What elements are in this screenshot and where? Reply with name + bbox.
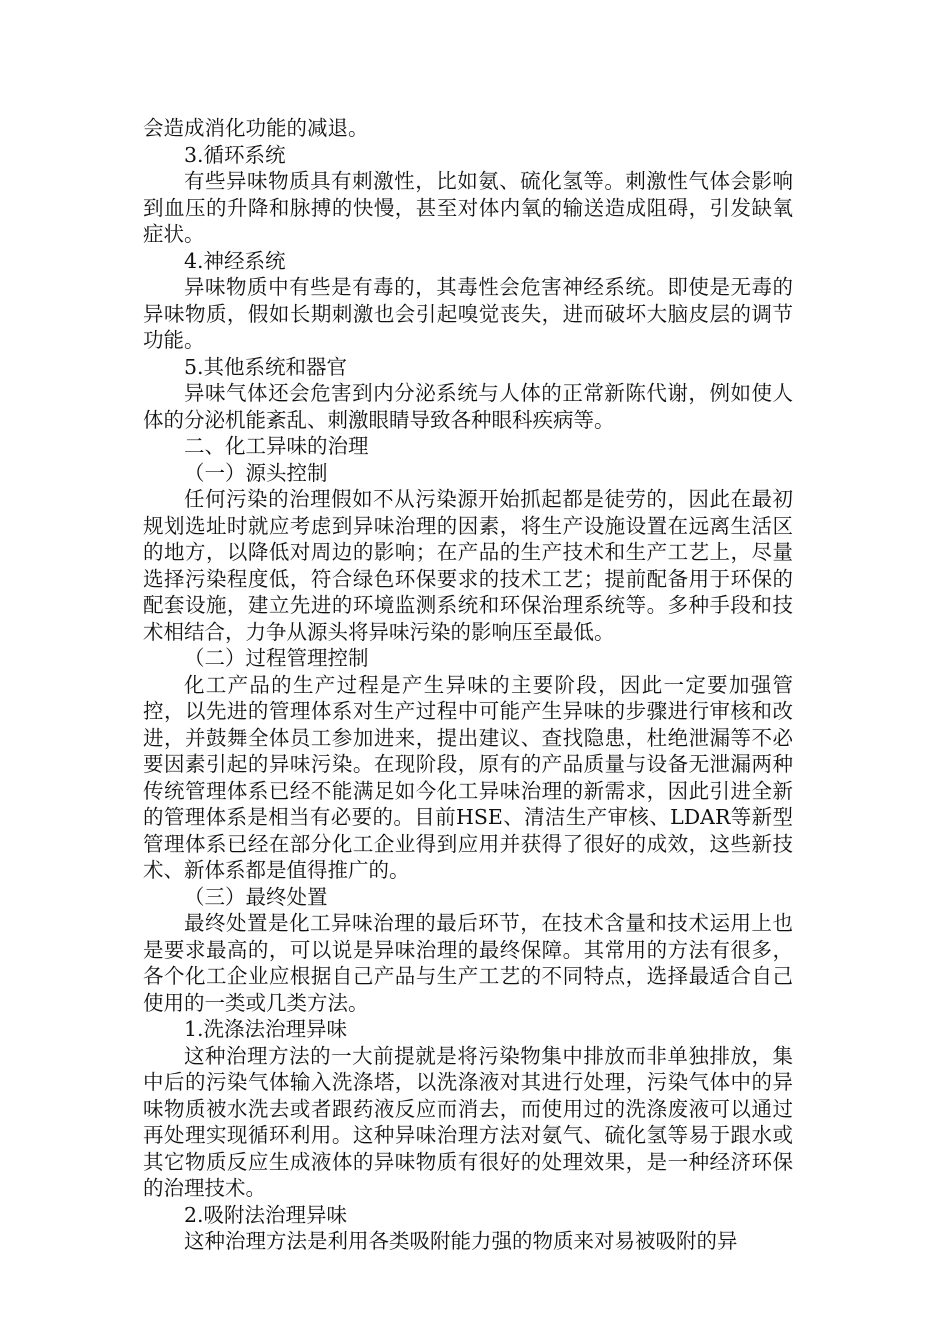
paragraph-source-control: 任何污染的治理假如不从污染源开始抓起都是徒劳的，因此在最初规划选址时就应考虑到异味治理的因素，将生产设施设置在远离生活区的地方，以降低对周边的影响；在产品的生产技术和生产工艺上，尽量选择污染程度低，符合绿色环保要求的技术工艺；提前配备用于环保的配套设施，建立先进的环境监测系统和环保治理系统等。多种手段和技术相结合，力争从源头将异味污染的影响压至最低。	[143, 487, 793, 644]
paragraph-process-control: 化工产品的生产过程是产生异味的主要阶段，因此一定要加强管控，以先进的管理体系对生产过程中可能产生异味的步骤进行审核和改进，并鼓舞全体员工参加进来，提出建议、查找隐患，杜绝泄漏等不必要因素引起的异味污染。在现阶段，原有的产品质量与设备无泄漏两种传统管理体系已经不能满足如今化工异味治理的新需求，因此引进全新的管理体系是相当有必要的。目前HSE、清洁生产审核、LDAR等新型管理体系已经在部分化工企业得到应用并获得了很好的成效，这些新技术、新体系都是值得推广的。	[143, 672, 793, 882]
document-page	[143, 115, 793, 1255]
subheading-source-control: （一）源头控制	[184, 460, 328, 485]
section-heading-treatment: 二、化工异味的治理	[184, 434, 369, 458]
subheading-final-disposal: （三）最终处置	[184, 884, 328, 909]
heading-nervous-system: 4.神经系统	[184, 248, 286, 273]
paragraph-washing-method: 这种治理方法的一大前提就是将污染物集中排放而非单独排放，集中后的污染气体输入洗涤塔，以洗涤液对其进行处理，污染气体中的异味物质被水洗去或者跟药液反应而消去，而使用过的洗涤废液可以通过再处理实现循环利用。这种异味治理方法对氨气、硫化氢等易于跟水或其它物质反应生成液体的异味物质有很好的处理效果，是一种经济环保的治理技术。	[143, 1043, 793, 1200]
heading-other-systems: 5.其他系统和器官	[184, 354, 348, 379]
paragraph-nervous: 异味物质中有些是有毒的，其毒性会危害神经系统。即使是无毒的异味物质，假如长期刺激也会引起嗅觉丧失，进而破坏大脑皮层的调节功能。	[143, 275, 793, 352]
paragraph-continuation: 会造成消化功能的减退。	[143, 116, 369, 140]
paragraph-other-systems: 异味气体还会危害到内分泌系统与人体的正常新陈代谢，例如使人体的分泌机能紊乱、刺激眼睛导致各种眼科疾病等。	[143, 381, 793, 432]
paragraph-circulatory: 有些异味物质具有刺激性，比如氨、硫化氢等。刺激性气体会影响到血压的升降和脉搏的快慢，甚至对体内氧的输送造成阻碍，引发缺氧症状。	[143, 169, 793, 246]
subheading-process-control: （二）过程管理控制	[184, 646, 369, 670]
paragraph-adsorption-method: 这种治理方法是利用各类吸附能力强的物质来对易被吸附的异	[184, 1229, 738, 1253]
paragraph-final-disposal: 最终处置是化工异味治理的最后环节，在技术含量和技术运用上也是要求最高的，可以说是异味治理的最终保障。其常用的方法有很多，各个化工企业应根据自己产品与生产工艺的不同特点，选择最适合自己使用的一类或几类方法。	[143, 911, 793, 1015]
heading-circulatory-system: 3.循环系统	[184, 142, 286, 167]
heading-adsorption-method: 2.吸附法治理异味	[184, 1202, 348, 1227]
heading-washing-method: 1.洗涤法治理异味	[184, 1017, 348, 1041]
